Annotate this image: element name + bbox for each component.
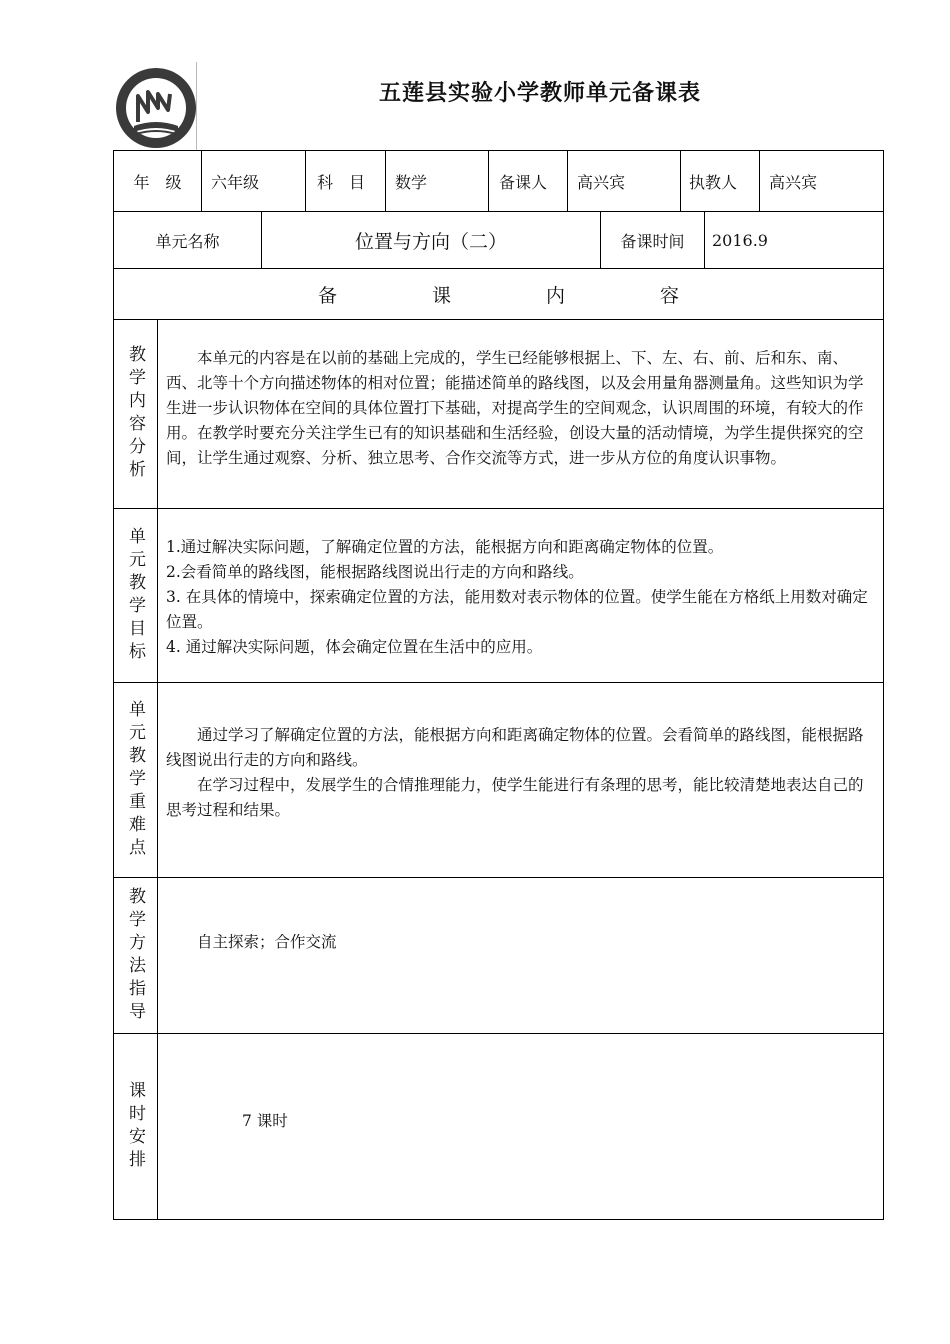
grade-label: 年 级 — [133, 172, 182, 192]
teacher-value-cell — [759, 150, 884, 212]
goal-item-3: 3. 在具体的情境中，探索确定位置的方法，能用数对表示物体的位置。使学生能在方格纸上用数对确定位置。 — [166, 588, 868, 631]
preparer-value: 高兴宾 — [577, 172, 626, 192]
key-point-paragraph-2: 在学习过程中，发展学生的合情推理能力，使学生能进行有条理的思考，能比较清楚地表达自己的思考过程和结果。 — [166, 776, 864, 819]
grade-value: 六年级 — [211, 172, 260, 192]
grade-label-cell — [113, 150, 202, 212]
unit-name-label-cell — [113, 211, 262, 269]
analysis-text: 本单元的内容是在以前的基础上完成的，学生已经能够根据上、下、左、右、前、后和东、南、西、北等十个方向描述物体的相对位置；能描述简单的路线图，以及会用量角器测量角。这些知识为学生进一步认识物体在空间的具体位置打下基础，对提高学生的空间观念，认识周围的环境，有较大的作用。在教学时要充分关注学生已有的知识基础和生活经验，创设大量的活动情境，为学生提供探究的空间，让学生通过观察、分析、独立思考、合作交流等方式，进一步从方位的角度认识事物。 — [166, 349, 864, 467]
teacher-value: 高兴宾 — [769, 172, 818, 192]
teacher-label-cell — [680, 150, 760, 212]
content-header-cell — [113, 268, 884, 320]
unit-name-label: 单元名称 — [155, 231, 220, 251]
preparer-label-cell — [488, 150, 568, 212]
schedule-label-cell — [113, 1033, 158, 1220]
goals-label: 单元教学目标 — [125, 526, 145, 665]
subject-value: 数学 — [395, 172, 428, 192]
schedule-label: 课时安排 — [125, 1080, 145, 1173]
page-title: 五莲县实验小学教师单元备课表 — [378, 81, 701, 106]
schedule-text: 7 课时 — [242, 1112, 288, 1130]
teacher-label: 执教人 — [689, 172, 738, 192]
unit-name-value: 位置与方向（二） — [354, 230, 507, 253]
methods-label-cell — [113, 877, 158, 1034]
subject-value-cell — [385, 150, 489, 212]
key-points-label-cell — [113, 682, 158, 878]
grade-value-cell — [201, 150, 306, 212]
prep-time-label-cell — [600, 211, 705, 269]
analysis-label-cell — [113, 319, 158, 509]
preparer-label: 备课人 — [499, 172, 548, 192]
goal-item-4: 4. 通过解决实际问题，体会确定位置在生活中的应用。 — [166, 638, 543, 656]
analysis-label: 教学内容分析 — [125, 345, 145, 483]
goal-item-1: 1.通过解决实际问题，了解确定位置的方法，能根据方向和距离确定物体的位置。 — [166, 538, 724, 556]
methods-text: 自主探索；合作交流 — [197, 933, 337, 951]
prep-time-label: 备课时间 — [620, 231, 685, 251]
preparer-value-cell — [567, 150, 681, 212]
unit-name-value-cell — [261, 211, 601, 269]
methods-content-cell — [157, 877, 884, 1034]
analysis-content-cell — [157, 319, 884, 509]
key-points-content-cell — [157, 682, 884, 878]
goal-item-2: 2.会看简单的路线图，能根据路线图说出行走的方向和路线。 — [166, 563, 584, 581]
content-header: 备 课 内 容 — [317, 284, 679, 307]
prep-time-value: 2016.9 — [712, 230, 768, 250]
subject-label-cell — [305, 150, 386, 212]
prep-time-value-cell — [704, 211, 884, 269]
logo-separator — [196, 62, 197, 150]
key-points-label: 单元教学重难点 — [125, 699, 145, 861]
key-point-paragraph-1: 通过学习了解确定位置的方法，能根据方向和距离确定物体的位置。会看简单的路线图，能根据路线图说出行走的方向和路线。 — [166, 726, 864, 769]
goals-label-cell — [113, 508, 158, 683]
methods-label: 教学方法指导 — [125, 886, 145, 1025]
subject-label: 科 目 — [317, 172, 366, 192]
schedule-content-cell — [157, 1033, 884, 1220]
goals-content-cell — [157, 508, 884, 683]
school-logo-icon — [114, 66, 198, 150]
